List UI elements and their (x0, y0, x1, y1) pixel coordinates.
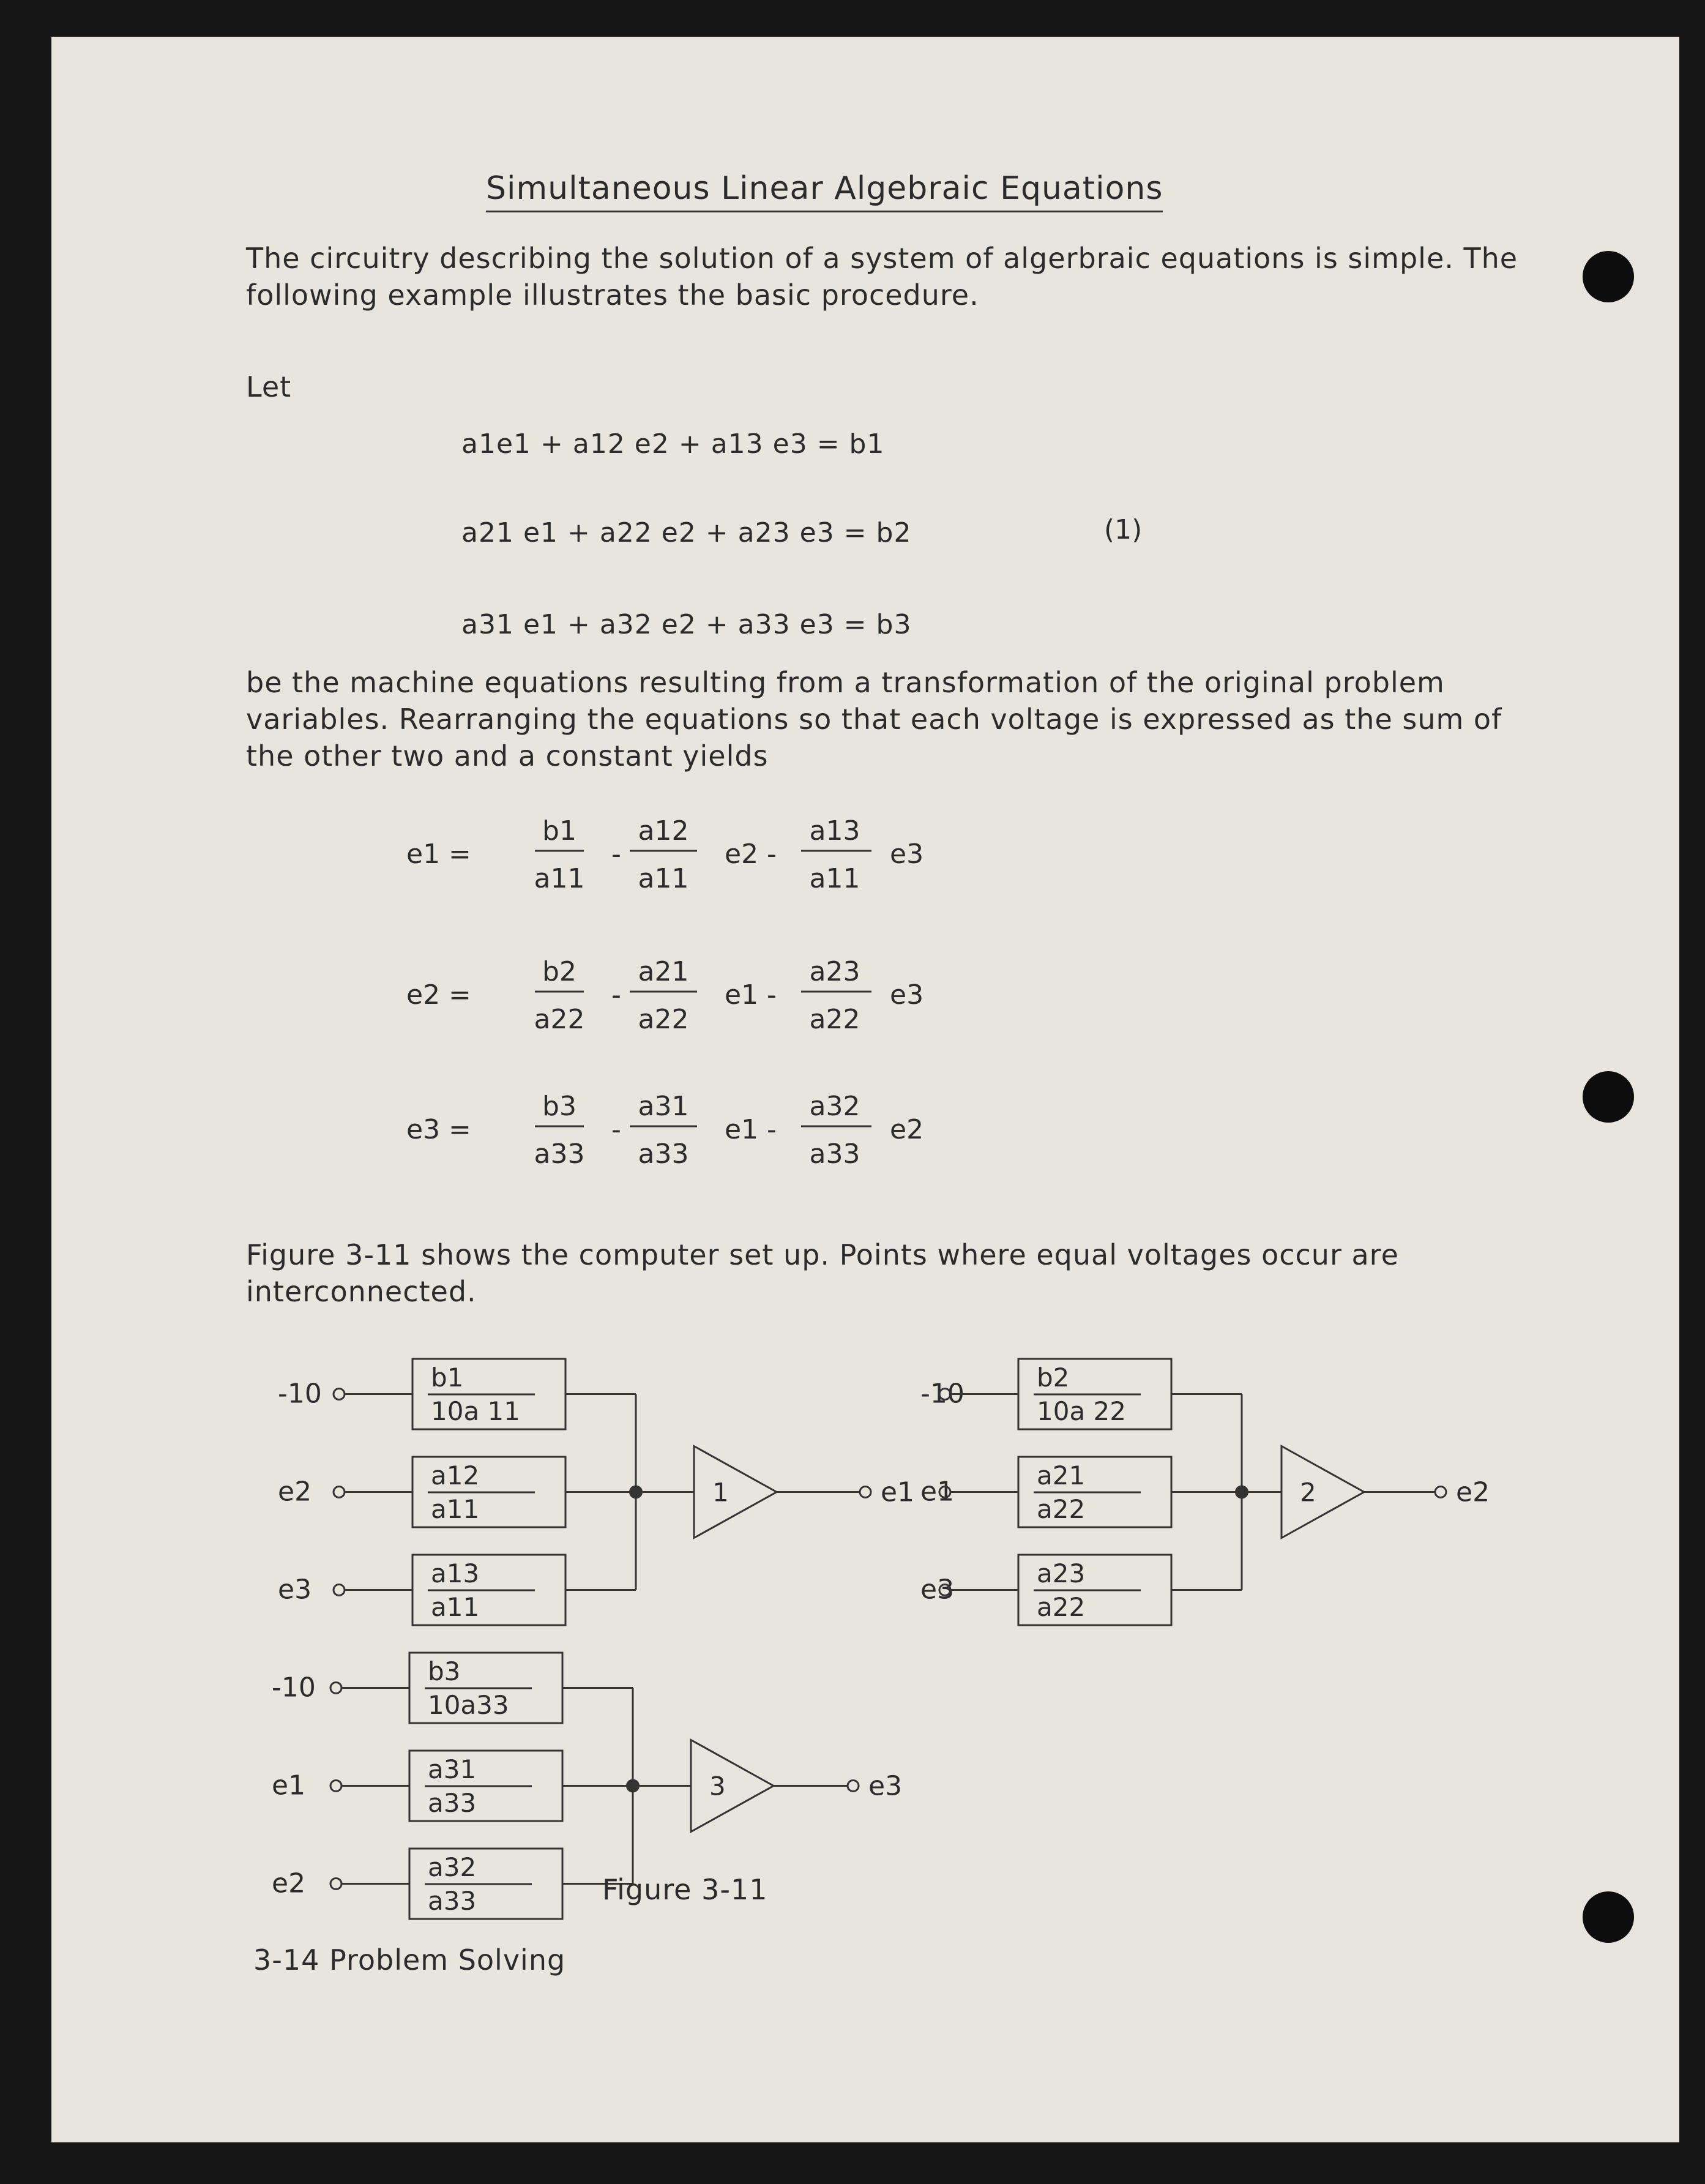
fraction-denominator: a22 (638, 1004, 689, 1035)
output-label: e1 (881, 1476, 915, 1508)
minus-sign: - (611, 1114, 621, 1145)
output-label: e2 (1456, 1476, 1490, 1508)
figure-caption: Figure 3-11 (602, 1873, 768, 1906)
output-terminal (1435, 1487, 1446, 1498)
minus-sign: - (611, 839, 621, 870)
document-page (51, 37, 1679, 2142)
variable-term: e3 (890, 979, 924, 1011)
variable-term: e2 (890, 1114, 924, 1145)
solved-equation (406, 815, 923, 894)
page-footer: 3-14 Problem Solving (253, 1943, 566, 1976)
coefficient-numerator: b2 (1037, 1363, 1070, 1393)
equation-text: a31 e1 + a32 e2 + a33 e3 = b3 (461, 609, 912, 640)
minus-sign: - (611, 979, 621, 1011)
input-label: -10 (278, 1378, 322, 1410)
variable-term: e3 (890, 839, 924, 870)
fraction-numerator: a12 (638, 815, 689, 847)
equation-lhs: e1 = (406, 839, 471, 870)
summing-circuit-2 (920, 1359, 1490, 1625)
fraction-denominator: a22 (534, 1004, 585, 1035)
equation-lhs: e3 = (406, 1114, 471, 1145)
solved-equation (406, 1091, 923, 1170)
intro-paragraph: The circuitry describing the solution of a system of algerbraic equations is simple. The following example illustrates the basic procedure. (246, 242, 1518, 312)
equation-text: a1e1 + a12 e2 + a13 e3 = b1 (461, 428, 885, 460)
input-label: e2 (272, 1868, 306, 1899)
fraction-denominator: a33 (638, 1139, 689, 1170)
summing-circuit-3 (272, 1653, 902, 1919)
equation-text: a21 e1 + a22 e2 + a23 e3 = b2 (461, 517, 912, 548)
amplifier-triangle (1282, 1446, 1364, 1538)
coefficient-numerator: b3 (428, 1656, 461, 1686)
summing-circuit-1 (278, 1359, 914, 1625)
page-title: Simultaneous Linear Algebraic Equations (486, 170, 1163, 212)
fraction-numerator: a23 (809, 956, 860, 987)
fraction-denominator: a33 (809, 1139, 860, 1170)
input-label: e1 (272, 1770, 306, 1801)
coefficient-denominator: a33 (428, 1788, 477, 1818)
fraction-numerator: b3 (542, 1091, 576, 1122)
coefficient-denominator: 10a 11 (431, 1396, 520, 1426)
input-label: e3 (920, 1574, 955, 1606)
solved-equation (406, 956, 923, 1035)
coefficient-numerator: a31 (428, 1754, 477, 1784)
input-label: -10 (920, 1378, 964, 1410)
output-terminal (848, 1781, 859, 1792)
variable-term: e1 - (725, 1114, 777, 1145)
coefficient-denominator: a22 (1037, 1592, 1086, 1622)
figure-3-11-diagram (51, 1322, 1679, 1934)
output-label: e3 (868, 1770, 903, 1802)
fraction-denominator: a11 (809, 863, 860, 894)
output-terminal (860, 1487, 871, 1498)
coefficient-numerator: a12 (431, 1460, 480, 1490)
input-terminal (330, 1781, 341, 1792)
equation-number: (1) (1104, 514, 1143, 545)
solved-equations (51, 37, 1679, 1230)
variable-term: e1 - (725, 979, 777, 1011)
coefficient-numerator: a13 (431, 1558, 480, 1588)
fraction-denominator: a22 (809, 1004, 860, 1035)
input-terminal (330, 1683, 341, 1694)
figure-paragraph: Figure 3-11 shows the computer set up. Points where equal voltages occur are interconnected. (246, 1238, 1399, 1308)
coefficient-denominator: a22 (1037, 1494, 1086, 1524)
amplifier-number: 1 (712, 1477, 729, 1508)
coefficient-denominator: a33 (428, 1886, 477, 1916)
coefficient-numerator: b1 (431, 1363, 464, 1393)
input-terminal (334, 1487, 345, 1498)
fraction-numerator: a31 (638, 1091, 689, 1122)
variable-term: e2 - (725, 839, 777, 870)
equation-lhs: e2 = (406, 979, 471, 1011)
input-label: e1 (920, 1476, 955, 1508)
amplifier-number: 3 (709, 1771, 726, 1801)
amplifier-triangle (694, 1446, 777, 1538)
input-label: e3 (278, 1574, 312, 1606)
input-terminal (330, 1879, 341, 1890)
input-terminal (334, 1585, 345, 1596)
amplifier-number: 2 (1300, 1477, 1316, 1508)
coefficient-denominator: 10a 22 (1037, 1396, 1126, 1426)
fraction-numerator: a32 (809, 1091, 860, 1122)
fraction-numerator: b1 (542, 815, 576, 847)
fraction-numerator: b2 (542, 956, 576, 987)
let-label: Let (246, 370, 292, 403)
input-label: e2 (278, 1476, 312, 1508)
fraction-numerator: a13 (809, 815, 860, 847)
fraction-denominator: a11 (638, 863, 689, 894)
coefficient-denominator: 10a33 (428, 1690, 509, 1720)
fraction-denominator: a33 (534, 1139, 585, 1170)
amplifier-triangle (691, 1740, 774, 1832)
coefficient-numerator: a21 (1037, 1460, 1086, 1490)
input-terminal (334, 1389, 345, 1400)
coefficient-numerator: a32 (428, 1852, 477, 1882)
coefficient-denominator: a11 (431, 1592, 480, 1622)
coefficient-numerator: a23 (1037, 1558, 1086, 1588)
input-label: -10 (272, 1672, 316, 1703)
coefficient-denominator: a11 (431, 1494, 480, 1524)
fraction-numerator: a21 (638, 956, 689, 987)
fraction-denominator: a11 (534, 863, 585, 894)
rearrange-paragraph: be the machine equations resulting from a transformation of the original problem variables. Rearranging the equations so that each voltage is expressed as the sum of the other two and a constant yields (246, 666, 1502, 772)
